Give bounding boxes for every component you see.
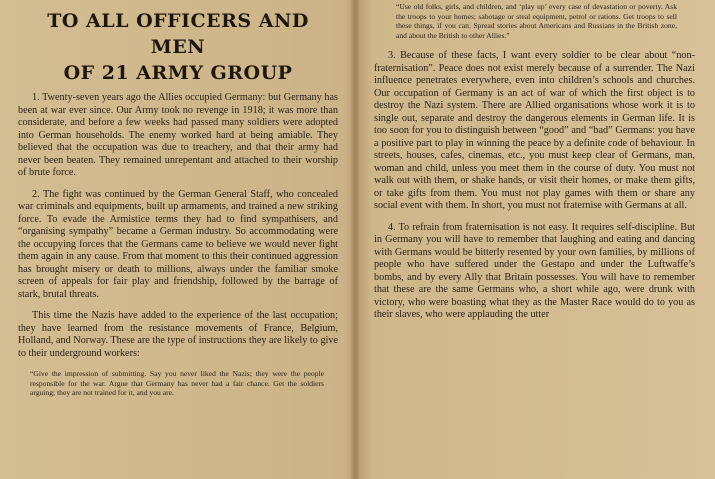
paragraph-4: 4. To refrain from fraternisation is not easy. It requires self-discipline. But in Germany you will have to remember that laughing and eating and dancing with Germans would be bitterly resented by your own families, by millions of people who have suffered under the Gestapo and under the Luftwaffe’s bombs, and by every Ally that Britain possesses. You will have to remember that these are the same Germans who, a short while ago, were drunk with victory, who were boasting what they as the Master Race would do to you as their slaves, who were applauding the utter	[374, 221, 695, 321]
quoted-instructions-part-2: “Use old folks, girls, and children, and ‘play up’ every case of devastation or poverty. Ask the troops to your homes; sabotage or steal equipment, petrol or rations. Get troops to sell these things, if you can. Spread stories about Americans and Russians in the British zone, and about the British to other Allies.”	[396, 2, 677, 40]
document-title	[18, 8, 338, 86]
right-page	[360, 0, 715, 479]
paragraph-1: 1. Twenty-seven years ago the Allies occupied Germany: but Germany has been at war ever since. Our Army took no revenge in 1918; it was more than considerate, and before a few weeks had passed many soldiers were adopted into German households. The enemy worked hard at being amiable. They believed that the occupation was due to treachery, and that their army had never been beaten. They remained unrepentant and attached to their worship of brute force.	[18, 92, 338, 178]
paragraph-3: 3. Because of these facts, I want every soldier to be clear about “non-fraternisation”. Peace does not exist merely because of a surrender. The Nazi influence penetrates everywhere, even into children’s schools and churches. Our occupation of Germany is an act of war of which the first object is to destroy the Nazi system. There are Allied organisations whose work it is to single out, separate and destroy the dangerous elements in German life. It is too soon for you to distinguish between “good” and “bad” Germans: you have a positive part to play in winning the peace by a definite code of behaviour. In streets, houses, cafes, cinemas, etc., you must keep clear of Germans, man, woman and child, unless you meet them in the course of duty. You must not walk out with them, or shake hands, or visit their homes, or make them gifts, or take gifts from them. You must not play games with them or share any social event with them. In short, you must not fraternise with Germans at all.	[374, 50, 695, 212]
title-line-1: TO ALL OFFICERS AND MEN	[47, 10, 309, 58]
title-line-2: OF 21 ARMY GROUP	[63, 62, 293, 84]
quoted-instructions-part-1: “Give the impression of submitting. Say you never liked the Nazis; they were the people responsible for the war. Argue that Germany has never had a fair chance. Get the soldiers arguing; they are not trained for it, and you are.	[30, 369, 324, 398]
paragraph-nazi-instructions: This time the Nazis have added to the experience of the last occupation; they have learned from the resistance movements of France, Belgium, Holland, and Norway. These are the type of instructions they are likely to give to their underground workers:	[18, 310, 338, 359]
left-page	[0, 0, 352, 479]
paragraph-2: 2. The fight was continued by the German General Staff, who concealed war criminals and equipments, built up armaments, and trained a new striking force. To evade the Armistice terms they had to find sympathisers, and “organising sympathy” became a German industry. So accommodating were the occupying forces that the Germans came to believe we would never fight them again in any cause. From that moment to this their continued aggression has brought misery or death to millions, always under the familiar smoke screen of appeals for fair play and friendship, followed by the barrage of stark, brutal threats.	[18, 188, 338, 300]
